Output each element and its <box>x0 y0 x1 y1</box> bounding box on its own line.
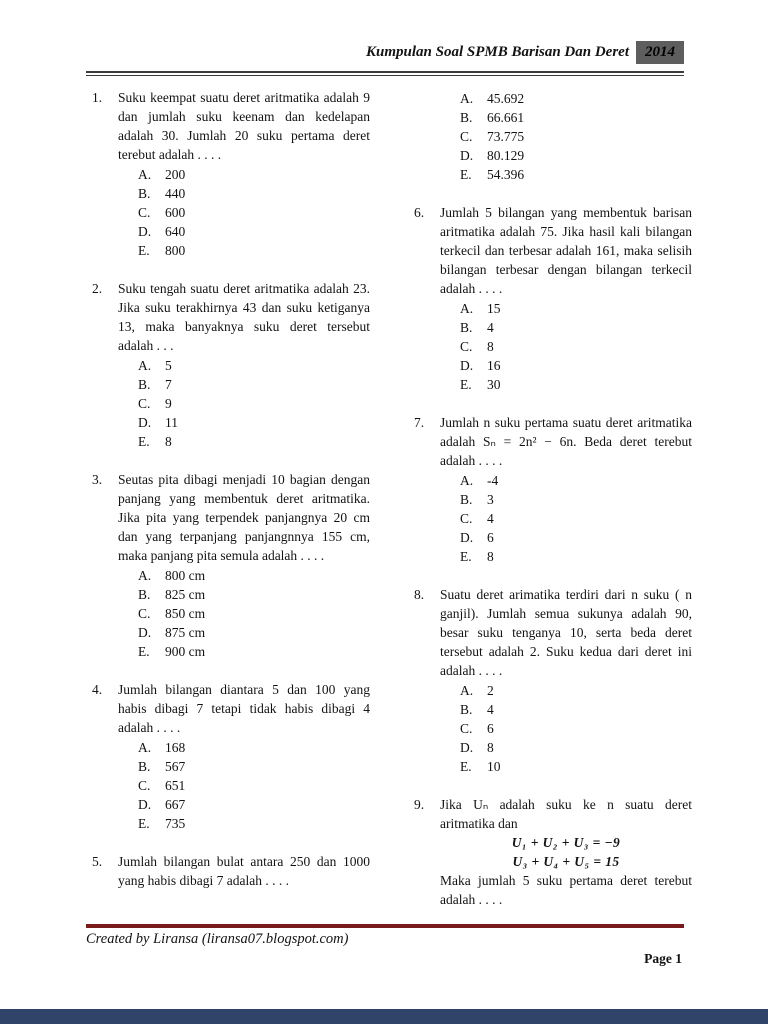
option <box>138 604 370 623</box>
option <box>460 490 692 509</box>
option-label: C. <box>138 778 151 793</box>
option-label: B. <box>460 320 473 335</box>
option-text: 640 <box>165 224 186 239</box>
option <box>138 585 370 604</box>
option <box>460 146 692 165</box>
question-7 <box>414 413 692 566</box>
option <box>460 337 692 356</box>
option <box>138 642 370 661</box>
question-5 <box>92 852 370 890</box>
question-6 <box>414 203 692 394</box>
option-text: 7 <box>165 377 172 392</box>
page-header <box>86 41 684 64</box>
option-text: 8 <box>487 740 494 755</box>
option <box>138 566 370 585</box>
options-list <box>138 356 370 451</box>
option-text: 73.775 <box>487 129 525 144</box>
option-label: C. <box>460 721 473 736</box>
option <box>460 700 692 719</box>
option-text: 15 <box>487 301 501 316</box>
year-badge: 2014 <box>636 41 684 64</box>
option-label: B. <box>460 702 473 717</box>
left-column <box>92 88 370 928</box>
footer-divider <box>86 924 684 928</box>
question-4 <box>92 680 370 833</box>
question-2 <box>92 279 370 451</box>
question-1 <box>92 88 370 260</box>
option-label: E. <box>138 816 150 831</box>
option-text: 45.692 <box>487 91 525 106</box>
option-text: 4 <box>487 511 494 526</box>
option-label: C. <box>460 511 473 526</box>
option-text: 667 <box>165 797 186 812</box>
option-text: 8 <box>487 339 494 354</box>
option <box>460 89 692 108</box>
option-label: C. <box>460 129 473 144</box>
page-number: Page 1 <box>644 951 682 966</box>
option-label: E. <box>460 549 472 564</box>
options-list <box>460 299 692 394</box>
option <box>460 471 692 490</box>
option-text: 800 <box>165 243 186 258</box>
options-list <box>138 165 370 260</box>
option-label: A. <box>138 358 152 373</box>
options-list <box>460 89 692 184</box>
option-text: 850 cm <box>165 606 206 621</box>
option-label: C. <box>138 396 151 411</box>
option <box>460 108 692 127</box>
option-text: 9 <box>165 396 172 411</box>
option-label: D. <box>460 358 474 373</box>
option <box>460 375 692 394</box>
question-number: 7. <box>414 415 425 430</box>
option-label: A. <box>138 167 152 182</box>
option-text: 651 <box>165 778 186 793</box>
option-label: B. <box>138 186 151 201</box>
option-text: 2 <box>487 683 494 698</box>
page-title: Kumpulan Soal SPMB Barisan Dan Deret <box>366 44 629 60</box>
question-number: 3. <box>92 472 103 487</box>
document-body <box>92 88 692 928</box>
option-text: 54.396 <box>487 167 525 182</box>
question-number: 1. <box>92 90 103 105</box>
option <box>138 356 370 375</box>
option-label: E. <box>138 243 150 258</box>
option-text: 4 <box>487 320 494 335</box>
option-label: D. <box>460 530 474 545</box>
question-text: Suku tengah suatu deret aritmatika adalah 23. Jika suku terakhirnya 43 dan suku ketiganya 13, maka banyaknya suku deret tersebut adalah . . . <box>118 281 370 353</box>
option-label: D. <box>138 797 152 812</box>
question-number: 5. <box>92 854 103 869</box>
option <box>138 394 370 413</box>
option-text: -4 <box>487 473 499 488</box>
option-text: 5 <box>165 358 172 373</box>
question-number: 2. <box>92 281 103 296</box>
option <box>138 738 370 757</box>
option <box>460 528 692 547</box>
option <box>138 623 370 642</box>
bottom-edge-bar <box>0 1009 768 1024</box>
option <box>138 757 370 776</box>
option-text: 200 <box>165 167 186 182</box>
question-number: 4. <box>92 682 103 697</box>
question-5-options <box>414 89 692 184</box>
right-column <box>414 88 692 928</box>
option <box>460 719 692 738</box>
question-text: Jumlah bilangan bulat antara 250 dan 1000 yang habis dibagi 7 adalah . . . . <box>118 854 370 888</box>
equation-1: U₁ + U₂ + U₃ = −9 <box>511 835 621 850</box>
option-text: 11 <box>165 415 178 430</box>
option-label: E. <box>460 167 472 182</box>
option-label: A. <box>460 473 474 488</box>
option <box>138 222 370 241</box>
option-label: E. <box>138 434 150 449</box>
question-text: Suku keempat suatu deret aritmatika adalah 9 dan jumlah suku keenam dan kedelapan adalah 30. Jumlah 20 suku pertama deret terebut adalah . . . . <box>118 90 370 162</box>
option-text: 6 <box>487 721 494 736</box>
option-label: D. <box>138 224 152 239</box>
option-label: D. <box>460 148 474 163</box>
option-text: 4 <box>487 702 494 717</box>
option-label: B. <box>138 759 151 774</box>
option <box>138 795 370 814</box>
option-label: D. <box>138 625 152 640</box>
option-text: 80.129 <box>487 148 525 163</box>
question-number: 6. <box>414 205 425 220</box>
option-label: A. <box>138 568 152 583</box>
option-text: 440 <box>165 186 186 201</box>
option <box>460 738 692 757</box>
option <box>460 299 692 318</box>
question-text-continued: Maka jumlah 5 suku pertama deret terebut adalah . . . . <box>440 873 692 907</box>
options-list <box>138 738 370 833</box>
option <box>460 681 692 700</box>
option-label: E. <box>138 644 150 659</box>
option <box>138 165 370 184</box>
question-8 <box>414 585 692 776</box>
option-text: 10 <box>487 759 501 774</box>
option-text: 875 cm <box>165 625 206 640</box>
option-label: B. <box>138 587 151 602</box>
options-list <box>138 566 370 661</box>
option <box>460 757 692 776</box>
option <box>460 547 692 566</box>
option <box>460 127 692 146</box>
header-divider <box>86 71 684 76</box>
question-text: Jika Uₙ adalah suku ke n suatu deret aritmatika dan <box>440 797 692 831</box>
option-text: 168 <box>165 740 186 755</box>
option-label: E. <box>460 377 472 392</box>
option <box>138 203 370 222</box>
option-label: B. <box>460 110 473 125</box>
option-label: C. <box>460 339 473 354</box>
option-text: 600 <box>165 205 186 220</box>
option <box>460 356 692 375</box>
option-label: A. <box>460 301 474 316</box>
option <box>460 318 692 337</box>
question-text: Suatu deret arimatika terdiri dari n suku ( n ganjil). Jumlah semua sukunya adalah 90, besar suku tenganya 10, serta beda deret tersebut adalah 2. Suku kedua dari deret ini adalah . . . . <box>440 587 692 678</box>
option-text: 3 <box>487 492 494 507</box>
question-3 <box>92 470 370 661</box>
option <box>138 814 370 833</box>
option-text: 66.661 <box>487 110 525 125</box>
footer-credit: Created by Liransa (liransa07.blogspot.com) <box>86 931 349 947</box>
option-text: 8 <box>487 549 494 564</box>
option <box>138 184 370 203</box>
option-label: E. <box>460 759 472 774</box>
option <box>138 241 370 260</box>
option-label: C. <box>138 606 151 621</box>
option-label: A. <box>138 740 152 755</box>
option <box>460 165 692 184</box>
option-label: B. <box>138 377 151 392</box>
option <box>460 509 692 528</box>
option-text: 800 cm <box>165 568 206 583</box>
option-text: 6 <box>487 530 494 545</box>
option-label: A. <box>460 683 474 698</box>
question-text: Jumlah bilangan diantara 5 dan 100 yang habis dibagi 7 tetapi tidak habis dibagi 4 adalah . . . . <box>118 682 370 735</box>
option-text: 825 cm <box>165 587 206 602</box>
option <box>138 413 370 432</box>
question-number: 9. <box>414 797 425 812</box>
option-text: 30 <box>487 377 501 392</box>
option-label: C. <box>138 205 151 220</box>
option-label: D. <box>138 415 152 430</box>
option <box>138 776 370 795</box>
equation-2: U₃ + U₄ + U₅ = 15 <box>512 854 620 869</box>
option-text: 900 cm <box>165 644 206 659</box>
option-label: B. <box>460 492 473 507</box>
question-number: 8. <box>414 587 425 602</box>
options-list <box>460 471 692 566</box>
option-text: 16 <box>487 358 501 373</box>
option-text: 8 <box>165 434 172 449</box>
option-text: 735 <box>165 816 186 831</box>
question-9 <box>414 795 692 909</box>
question-text: Jumlah n suku pertama suatu deret aritmatika adalah Sₙ = 2n² − 6n. Beda deret terebut adalah . . . . <box>440 415 692 468</box>
options-list <box>460 681 692 776</box>
option <box>138 432 370 451</box>
option-label: A. <box>460 91 474 106</box>
option <box>138 375 370 394</box>
option-text: 567 <box>165 759 186 774</box>
option-label: D. <box>460 740 474 755</box>
question-text: Jumlah 5 bilangan yang membentuk barisan aritmatika adalah 75. Jika hasil kali bilangan terkecil dan terbesar adalah 161, maka selisih bilangan terbesar dengan bilangan terkecil adalah . . . . <box>440 205 692 296</box>
question-text: Seutas pita dibagi menjadi 10 bagian dengan panjang yang membentuk deret aritmatika. Jika pita yang terpendek panjangnya 20 cm dan yang terpanjang panjangnnya 155 cm, maka panjang pita semula adalah . . . . <box>118 472 370 563</box>
